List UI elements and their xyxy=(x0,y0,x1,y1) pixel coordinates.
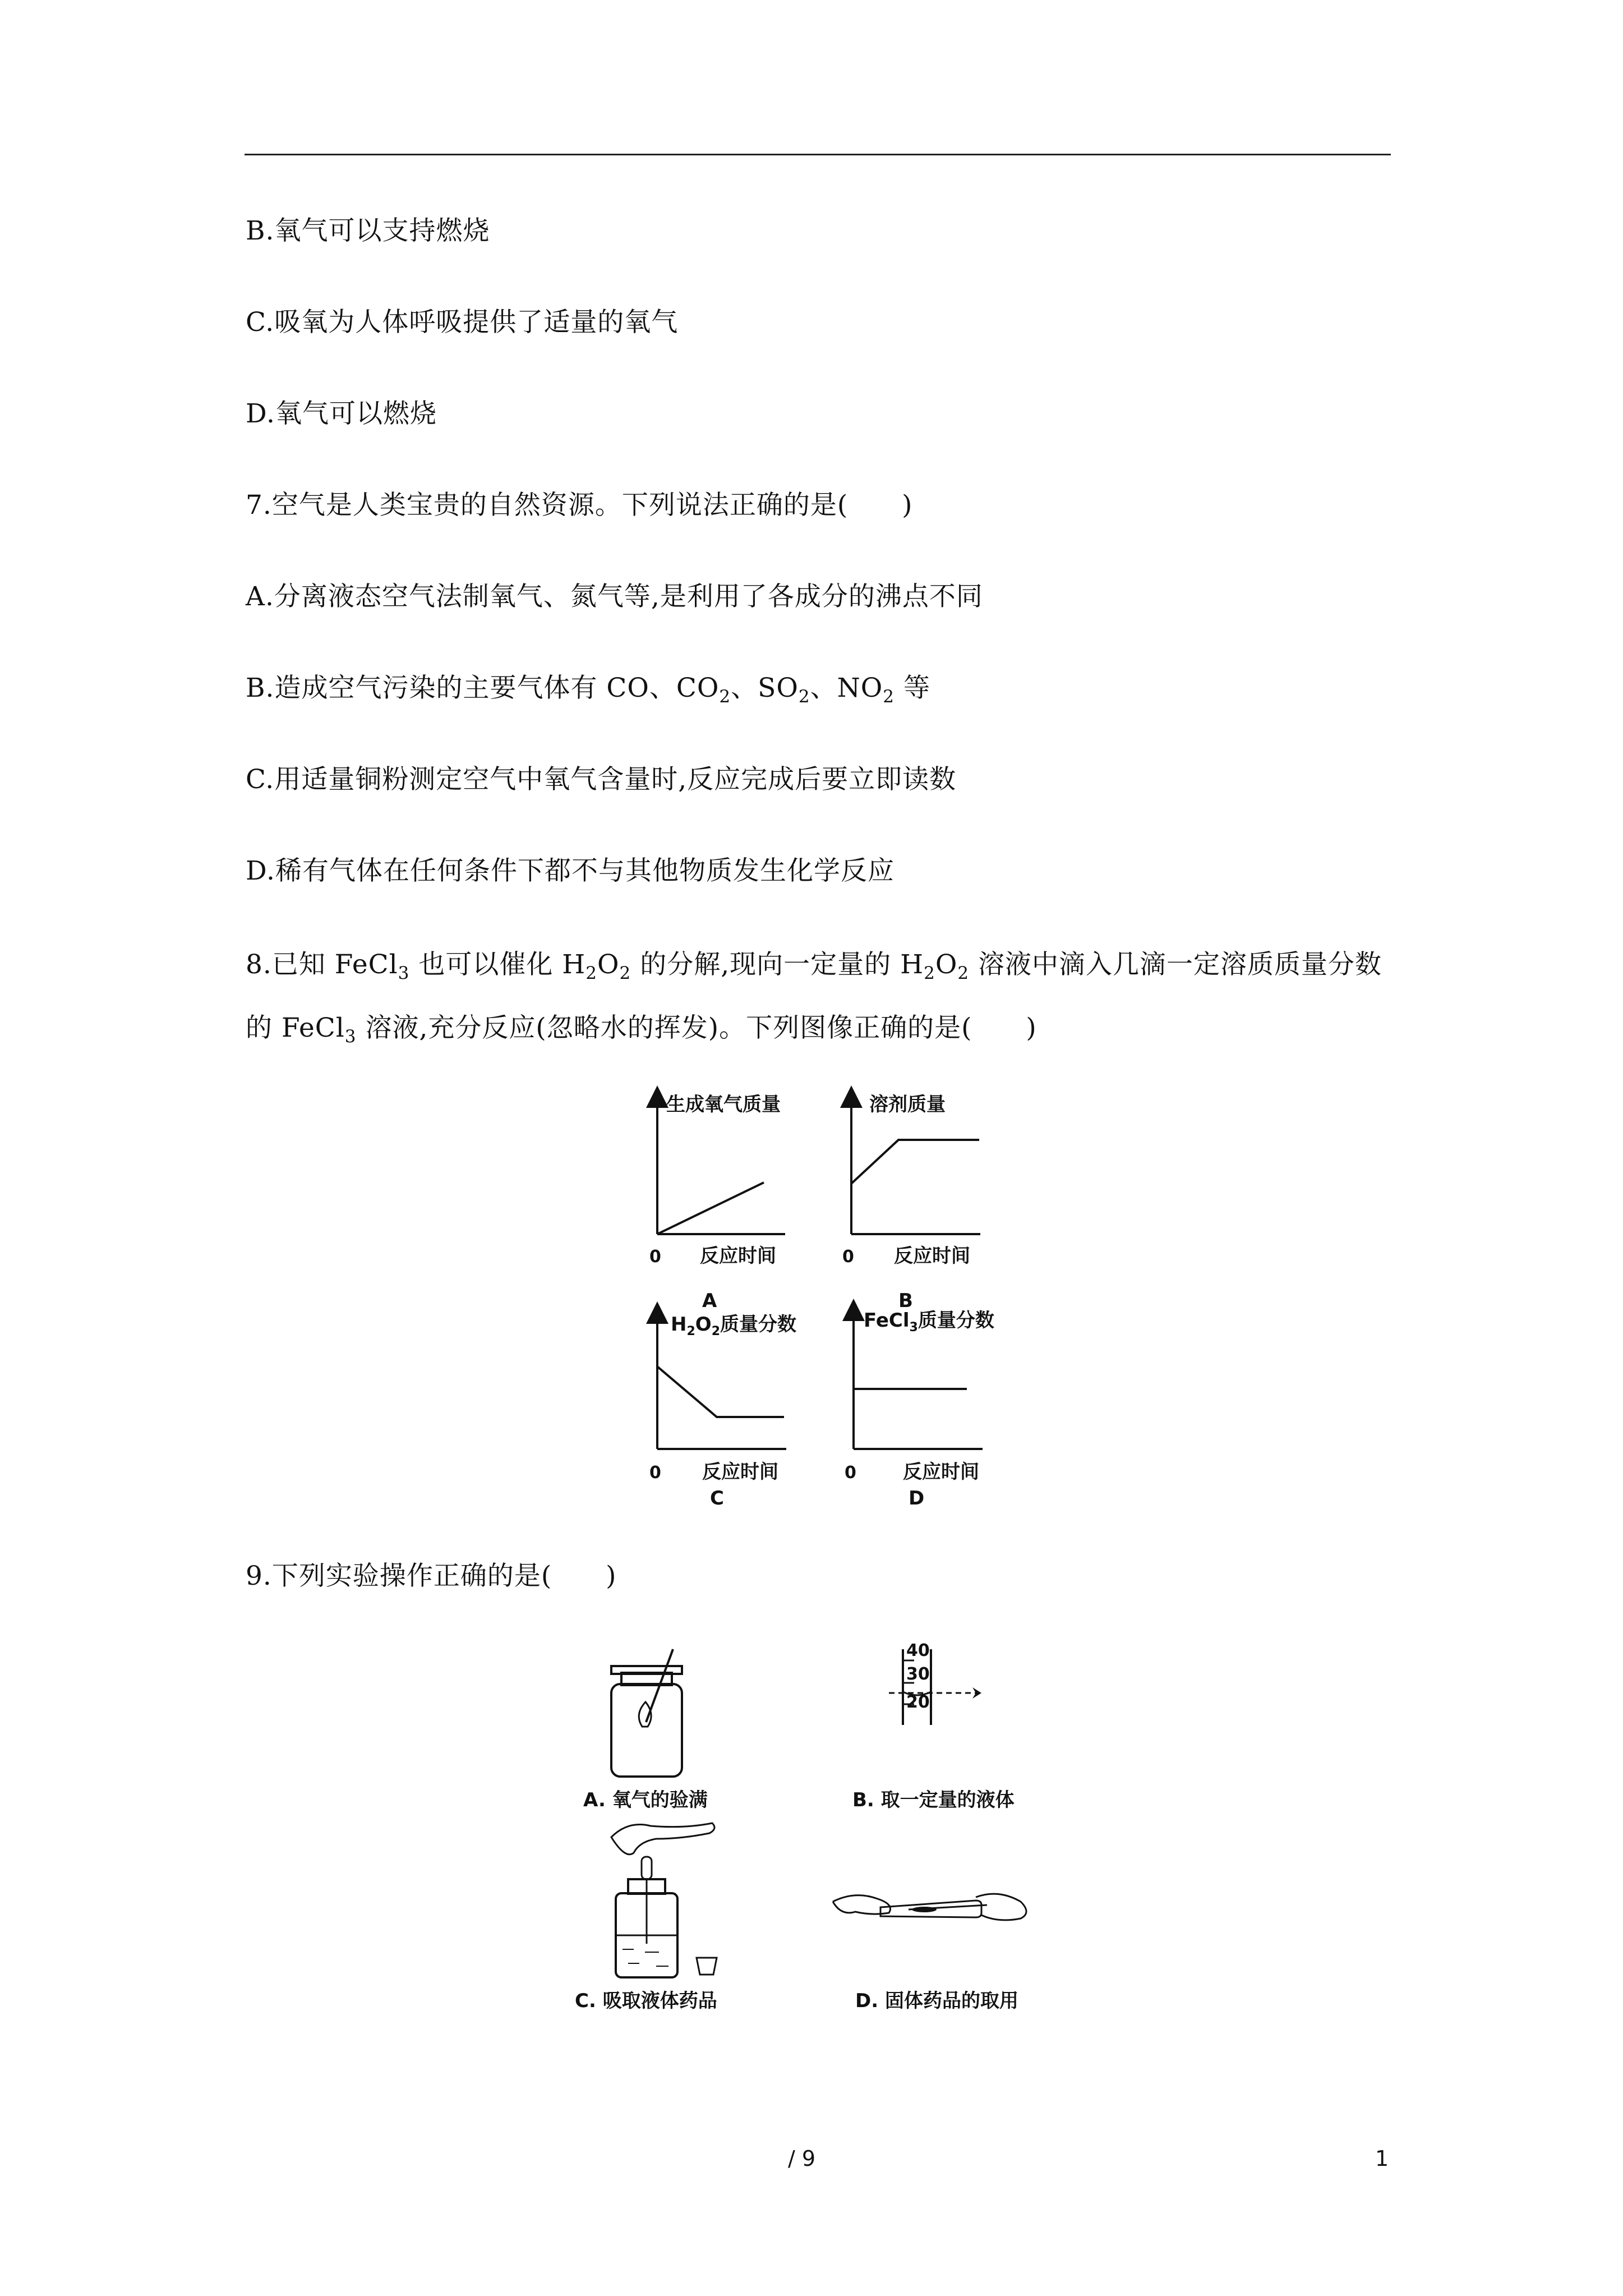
graph-a-line xyxy=(657,1182,764,1234)
graph-c-ylabel: $H_2O_2$质量分数 xyxy=(671,1313,796,1338)
graph-d-origin: 0 xyxy=(845,1463,856,1483)
tick-40: 40 xyxy=(906,1641,930,1660)
q8-graph-c xyxy=(649,1313,796,1510)
q9-figures xyxy=(550,1638,1088,2031)
q6-option-b: B.氧气可以支持燃烧 xyxy=(246,215,490,246)
q8-stem-line2: 的 FeCl$_3$ 溶液,充分反应(忽略水的挥发)。下列图像正确的是( ) xyxy=(246,1013,1037,1047)
graph-a-ylabel: 生成氧气质量 xyxy=(666,1093,781,1116)
q9-c-caption: C. 吸取液体药品 xyxy=(575,1990,717,2012)
graph-b-ylabel: 溶剂质量 xyxy=(869,1093,946,1116)
graph-b-caption: B xyxy=(898,1290,913,1312)
graph-a-xlabel: 反应时间 xyxy=(700,1245,776,1267)
q7-option-d: D.稀有气体在任何条件下都不与其他物质发生化学反应 xyxy=(246,855,895,886)
page-total: / 9 xyxy=(788,2146,816,2171)
tick-30: 30 xyxy=(906,1664,930,1684)
q7-option-a: A.分离液态空气法制氧气、氮气等,是利用了各成分的沸点不同 xyxy=(246,581,983,612)
eye-arrow-icon xyxy=(972,1687,981,1699)
graph-d-ylabel: FeCl$_3$质量分数 xyxy=(864,1309,994,1335)
graph-c-xlabel: 反应时间 xyxy=(702,1461,778,1483)
header-rule xyxy=(245,154,1391,155)
graph-d-xlabel: 反应时间 xyxy=(903,1461,979,1483)
q6-option-c: C.吸氧为人体呼吸提供了适量的氧气 xyxy=(246,307,679,338)
graph-c-origin: 0 xyxy=(649,1463,661,1483)
graph-b-origin: 0 xyxy=(842,1247,854,1267)
tick-20: 20 xyxy=(906,1692,930,1712)
q8-graph-b xyxy=(842,1093,980,1312)
right-hand-icon xyxy=(976,1894,1026,1920)
q9-stem: 9.下列实验操作正确的是( ) xyxy=(246,1561,617,1591)
q9-figure-d xyxy=(833,1894,1026,2012)
graph-a-origin: 0 xyxy=(649,1247,661,1267)
q9-a-caption: A. 氧气的验满 xyxy=(583,1789,708,1811)
graph-b-xlabel: 反应时间 xyxy=(894,1245,970,1267)
q9-d-caption: D. 固体药品的取用 xyxy=(855,1990,1018,2012)
q7-option-c: C.用适量铜粉测定空气中氧气含量时,反应完成后要立即读数 xyxy=(246,764,957,795)
q9-b-caption: B. 取一定量的液体 xyxy=(852,1789,1015,1811)
graph-c-line xyxy=(657,1366,784,1417)
q8-stem-line1: 8.已知 FeCl$_3$ 也可以催化 $H_2O_2$ 的分解,现向一定量的 $H_2O_2$ 溶液中滴入几滴一定溶质质量分数 xyxy=(246,949,1382,983)
q8-graph-d xyxy=(845,1309,994,1510)
q9-figure-a xyxy=(583,1649,708,1811)
graph-d-caption: D xyxy=(909,1487,925,1510)
graph-b-line xyxy=(851,1140,979,1184)
q8-graphs xyxy=(617,1088,1009,1515)
graph-a-caption: A xyxy=(702,1290,717,1312)
q8-graph-a xyxy=(649,1093,785,1312)
q9-figure-b xyxy=(852,1641,1015,1811)
q7-option-b: B.造成空气污染的主要气体有 CO、$CO_2$、$SO_2$、$NO_2$ 等 xyxy=(246,673,930,707)
page-number: 1 xyxy=(1375,2146,1389,2171)
left-hand-icon xyxy=(833,1895,891,1915)
q9-figure-c xyxy=(575,1823,717,2012)
q7-stem: 7.空气是人类宝贵的自然资源。下列说法正确的是( ) xyxy=(246,490,913,521)
graph-c-caption: C xyxy=(710,1487,724,1510)
hand-icon xyxy=(611,1823,714,1855)
q6-option-d: D.氧气可以燃烧 xyxy=(246,398,437,429)
